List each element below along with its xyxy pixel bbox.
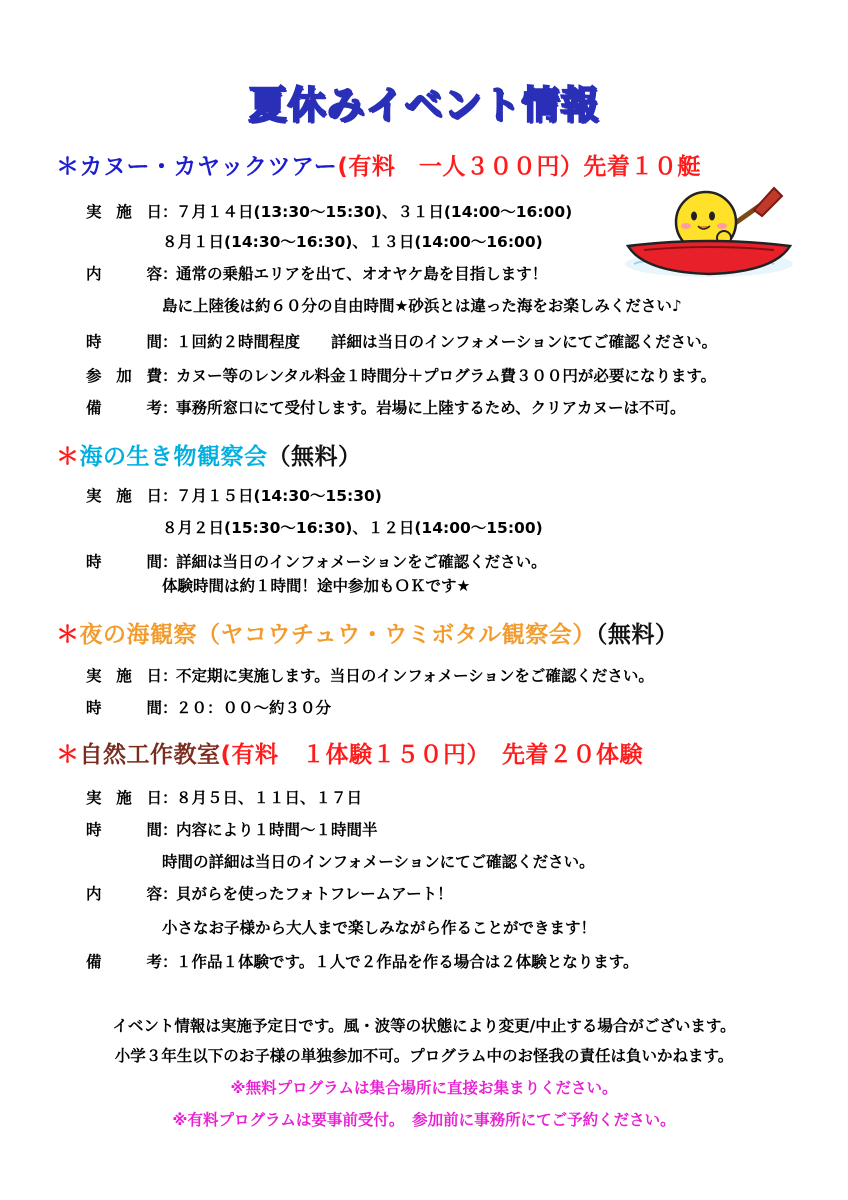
asterisk-icon: ＊ [56, 154, 80, 180]
detail-value: ２０：００～約３０分 [176, 699, 332, 717]
detail-value: ７月１５日(14:30～15:30) [176, 487, 382, 505]
detail-row [162, 916, 596, 940]
detail-row: 実施日：７月１５日(14:30～15:30) [86, 487, 382, 505]
detail-row: 内 容：貝がらを使ったフォトフレームアート！ [86, 885, 453, 903]
detail-value: 事務所窓口にて受付します。岩場に上陸するため、クリアカヌーは不可。 [176, 399, 686, 417]
detail-row: 備 考：１作品１体験です。１人で２作品を作る場合は２体験となります。 [86, 953, 639, 971]
asterisk-icon: ＊ [56, 622, 80, 648]
detail-row [162, 850, 595, 874]
detail-row: 時 間：詳細は当日のインフォメーションをご確認ください。 [86, 553, 547, 571]
asterisk-icon: ＊ [56, 444, 80, 470]
event-name: カヌー・カヤックツアー [79, 154, 338, 180]
detail-value: ８月２日(15:30～16:30)、１２日(14:00～15:00) [162, 519, 543, 537]
detail-row: 実施日：８月５日、１１日、１７日 [86, 789, 363, 807]
detail-row: 参加費：カヌー等のレンタル料金１時間分＋プログラム費３００円が必要になります。 [86, 367, 717, 385]
event-heading-canoe [56, 148, 701, 181]
detail-row: 内 容：通常の乗船エリアを出て、オオヤケ島を目指します！ [86, 265, 548, 283]
event-fee: （無料） [595, 622, 679, 648]
event-fee: (有料 １体験１５０円） 先着２０体験 [220, 742, 644, 768]
detail-value: 島に上陸後は約６０分の自由時間★砂浜とは違った海をお楽しみください♪ [162, 297, 682, 315]
detail-row: 時 間：内容により１時間～１時間半 [86, 821, 378, 839]
detail-row: 時 間：１回約２時間程度 詳細は当日のインフォメーションにてご確認ください。 [86, 333, 718, 351]
detail-value: ７月１４日(13:30～15:30)、３１日(14:00～16:00) [176, 203, 573, 221]
detail-value: ８月５日、１１日、１７日 [176, 789, 363, 807]
footer-note-paid: ※有料プログラムは要事前受付。 参加前に事務所にてご予約ください。 [172, 1111, 676, 1129]
detail-value: １作品１体験です。１人で２作品を作る場合は２体験となります。 [176, 953, 639, 971]
footer-note-free: ※無料プログラムは集合場所に直接お集まりください。 [230, 1079, 618, 1097]
detail-row [162, 574, 470, 598]
detail-value: 詳細は当日のインフォメーションをご確認ください。 [176, 553, 547, 571]
detail-value: 貝がらを使ったフォトフレームアート！ [176, 885, 453, 903]
detail-value: 不定期に実施します。当日のインフォメーションをご確認ください。 [176, 667, 654, 685]
event-heading-sea-creatures [56, 438, 362, 471]
event-fee: (有料 一人３００円）先着１０艇 [337, 154, 701, 180]
detail-row [162, 516, 543, 540]
detail-value: 小さなお子様から大人まで楽しみながら作ることができます！ [162, 919, 597, 937]
footer-note: イベント情報は実施予定日です。風・波等の状態により変更/中止する場合がございます。 [112, 1017, 736, 1035]
detail-row: 実施日：７月１４日(13:30～15:30)、３１日(14:00～16:00) [86, 203, 573, 221]
event-heading-night-sea [56, 616, 678, 649]
detail-row [162, 294, 682, 318]
footer-note: 小学３年生以下のお子様の単独参加不可。プログラム中のお怪我の責任は負いかねます。 [114, 1047, 734, 1065]
event-heading-craft [56, 736, 643, 769]
kayak-mascot-illustration-icon [624, 180, 794, 280]
detail-row: 備 考：事務所窓口にて受付します。岩場に上陸するため、クリアカヌーは不可。 [86, 399, 686, 417]
detail-row: 実施日：不定期に実施します。当日のインフォメーションをご確認ください。 [86, 667, 654, 685]
event-fee: （無料） [267, 444, 362, 470]
asterisk-icon: ＊ [56, 742, 80, 768]
event-name: 自然工作教室 [79, 742, 221, 768]
detail-row: 時 間：２０：００～約３０分 [86, 699, 332, 717]
event-name: 夜の海観察（ヤコウチュウ・ウミボタル観察会） [79, 622, 596, 648]
detail-value: 体験時間は約１時間！途中参加もＯＫです★ [162, 577, 471, 595]
detail-value: 時間の詳細は当日のインフォメーションにてご確認ください。 [162, 853, 595, 871]
detail-value: ８月１日(14:30～16:30)、１３日(14:00～16:00) [162, 233, 543, 251]
detail-value: 内容により１時間～１時間半 [176, 821, 378, 839]
detail-value: 通常の乗船エリアを出て、オオヤケ島を目指します！ [176, 265, 548, 283]
detail-value: カヌー等のレンタル料金１時間分＋プログラム費３００円が必要になります。 [176, 367, 717, 385]
detail-row [162, 230, 543, 254]
detail-value: １回約２時間程度 詳細は当日のインフォメーションにてご確認ください。 [176, 333, 718, 351]
event-name: 海の生き物観察会 [79, 444, 268, 470]
page-title: 夏休みイベント情報 [248, 83, 600, 127]
